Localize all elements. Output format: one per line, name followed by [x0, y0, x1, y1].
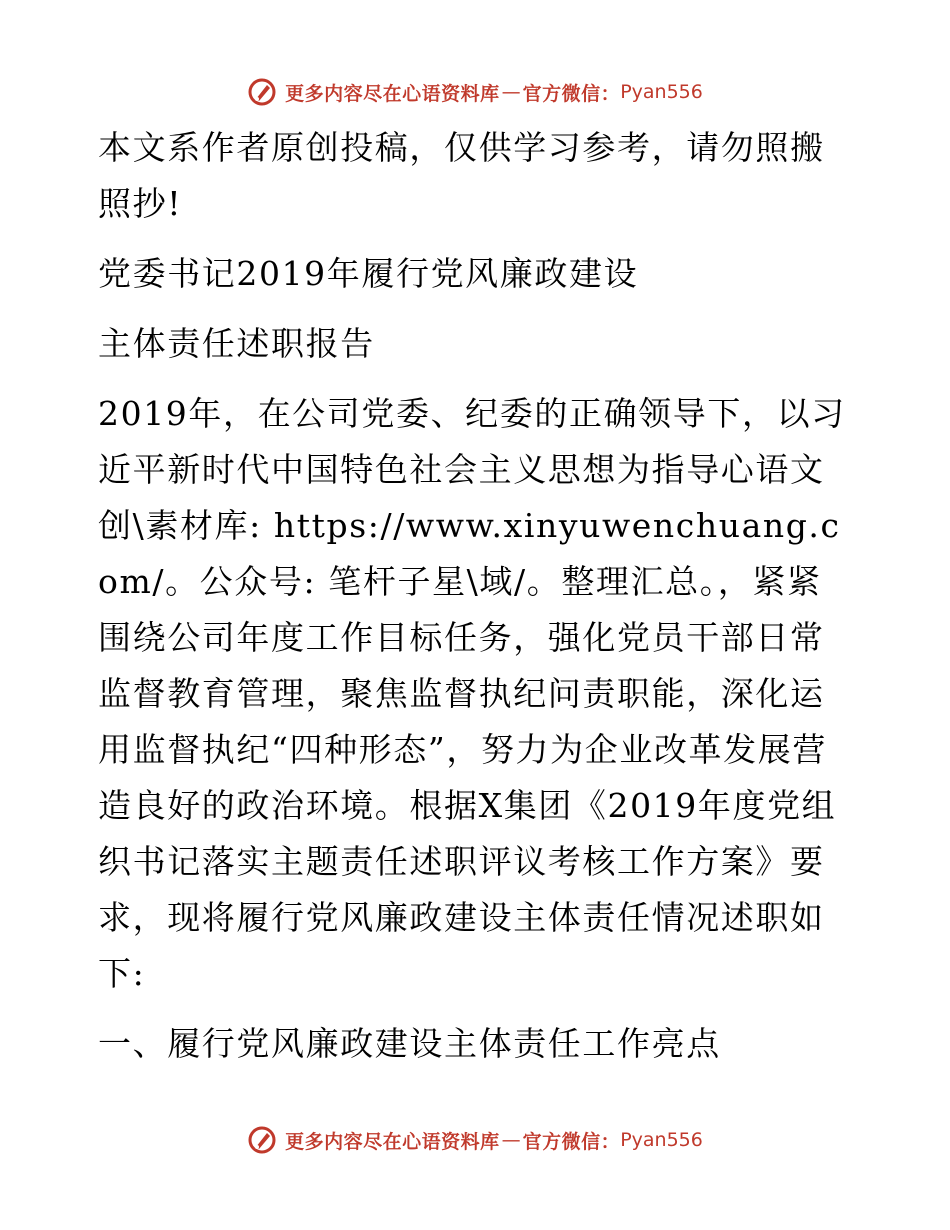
body-paragraph: 2019年，在公司党委、纪委的正确领导下，以习近平新时代中国特色社会主义思想为指导心语文创\素材库: https://www.xinyuwenchuang.com/。公众号: 笔杆子星\域/。整理汇总。，紧紧围绕公司年度工作目标任务，强化党员干部日常监督教育管理，聚焦监督执纪问责职能，深化运用监督执纪“四种形态”，努力为企业改革发展营造良好的政治环境。根据X集团《2019年度党组织书记落实主题责任述职评议考核工作方案》要求，现将履行党风廉政建设主体责任情况述职如下: [98, 394, 846, 993]
watermark-text: 更多内容尽在心语资料库 [285, 82, 500, 105]
pen-in-circle-icon [247, 1125, 277, 1155]
watermark-separator: — [501, 81, 521, 103]
pen-in-circle-icon [247, 77, 277, 107]
watermark-separator: — [501, 1129, 521, 1151]
header-watermark [0, 72, 950, 112]
title-line-2: 主体责任述职报告 [98, 324, 375, 363]
title-line-1: 党委书记2019年履行党风廉政建设 [98, 254, 639, 293]
footer-watermark [0, 1120, 950, 1160]
watermark-label: 官方微信： [522, 1130, 621, 1153]
watermark-brand: Pyan556 [620, 1129, 703, 1151]
watermark-brand: Pyan556 [620, 81, 703, 103]
section-heading: 一、履行党风廉政建设主体责任工作亮点 [98, 1024, 721, 1063]
watermark-text: 更多内容尽在心语资料库 [285, 1130, 500, 1153]
notice-paragraph: 本文系作者原创投稿，仅供学习参考，请勿照搬照抄! [98, 128, 825, 223]
document-content [98, 120, 854, 1072]
watermark-label: 官方微信： [522, 82, 621, 105]
